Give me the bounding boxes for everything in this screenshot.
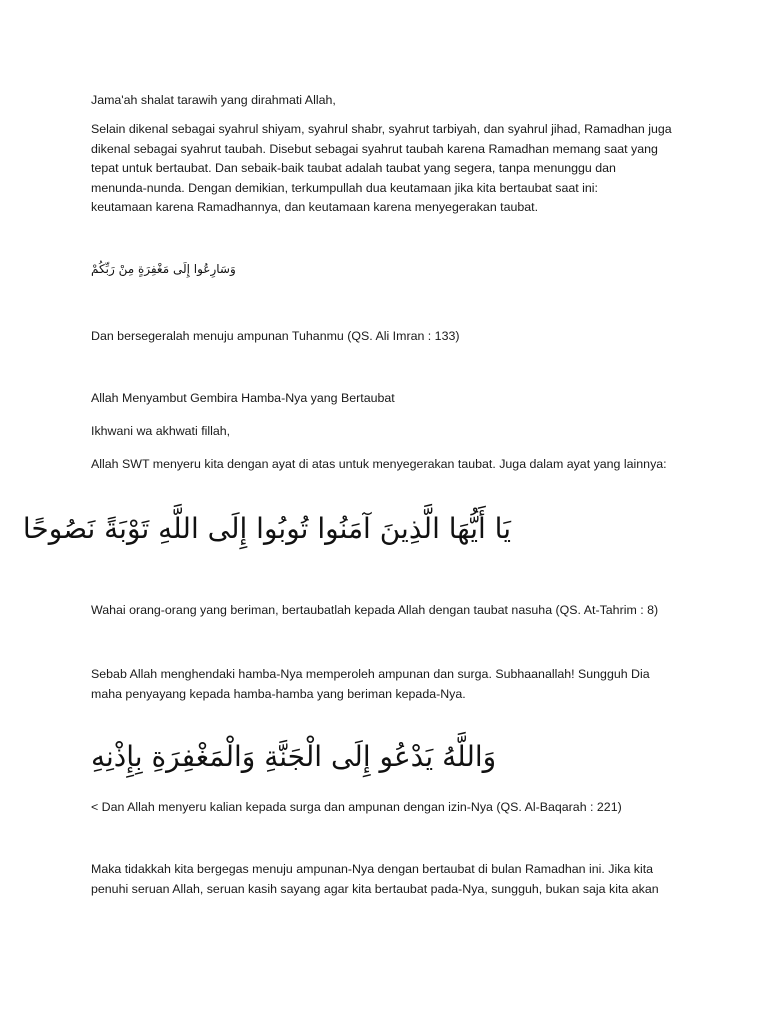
closing-paragraph [91,860,691,899]
call-line: Allah SWT menyeru kita dengan ayat di atas untuk menyegerakan taubat. Juga dalam ayat yang lainnya: [91,457,667,471]
translation-at-tahrim [91,601,691,621]
intro-paragraph [91,120,691,218]
arabic-verse-at-tahrim: يَا أَيُّهَا الَّذِينَ آمَنُوا تُوبُوا إِلَى اللَّهِ تَوْبَةً نَصُوحًا [22,512,511,545]
reason-line-2: maha penyayang kepada hamba-hamba yang beriman kepada-Nya. [91,686,466,701]
intro-line-5: keutamaan karena Ramadhannya, dan keutamaan karena menyegerakan taubat. [91,200,539,214]
intro-line-3: tepat untuk bertaubat. Dan sebaik-baik taubat adalah taubat yang segera, tanpa menunggu dan [91,161,616,175]
intro-line-1: Selain dikenal sebagai syahrul shiyam, syahrul shabr, syahrut tarbiyah, dan syahrul jihad, Ramadhan juga [91,122,672,136]
translation-al-baqarah-line: < Dan Allah menyeru kalian kepada surga dan ampunan dengan izin-Nya (QS. Al-Baqarah : 221) [91,800,622,814]
closing-line-2: penuhi seruan Allah, seruan kasih sayang agar kita bertaubat pada-Nya, sungguh, bukan saja kita akan [91,881,659,896]
intro-line-4: menunda-nunda. Dengan demikian, terkumpullah dua keutamaan jika kita bertaubat saat ini: [91,180,598,195]
closing-line-1: Maka tidakkah kita bergegas menuju ampunan-Nya dengan bertaubat di bulan Ramadhan ini. Jika kita [91,862,654,876]
address-line: Ikhwani wa akhwati fillah, [91,424,231,438]
reason-line-1: Sebab Allah menghendaki hamba-Nya memperoleh ampunan dan surga. Subhaanallah! Sungguh Dia [91,667,650,681]
arabic-verse-al-baqarah: وَاللَّهُ يَدْعُو إِلَى الْجَنَّةِ وَالْمَغْفِرَةِ بِإِذْنِهِ [91,740,497,773]
greeting-line: Jama'ah shalat tarawih yang dirahmati Allah, [91,93,336,107]
address-paragraph [91,422,691,442]
greeting-paragraph [91,91,691,111]
call-paragraph [91,455,691,475]
translation-at-tahrim-line: Wahai orang-orang yang beriman, bertaubatlah kepada Allah dengan taubat nasuha (QS. At-Tahrim : 8) [91,603,659,617]
section-heading [91,389,691,409]
intro-line-2: dikenal sebagai syahrut taubah. Disebut sebagai syahrut taubah karena Ramadhan memang saat yang [91,141,658,156]
reason-paragraph [91,665,691,704]
translation-ali-imran [91,327,691,347]
arabic-verse-ali-imran: وَسَارِعُوا إِلَى مَغْفِرَةٍ مِنْ رَبِّكُمْ [91,262,236,276]
translation-ali-imran-line: Dan bersegeralah menuju ampunan Tuhanmu (QS. Ali Imran : 133) [91,329,460,343]
translation-al-baqarah [91,798,691,818]
section-heading-line: Allah Menyambut Gembira Hamba-Nya yang Bertaubat [91,391,395,405]
